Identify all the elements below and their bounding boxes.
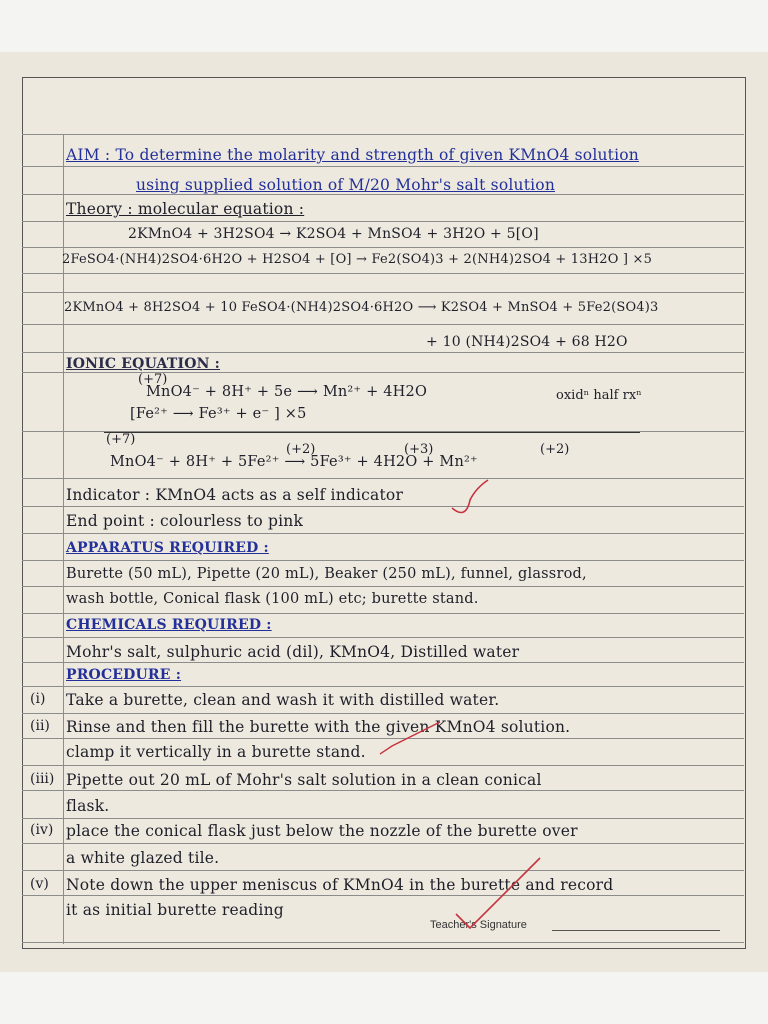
procedure-step-3-cont: flask.	[66, 797, 110, 815]
step-number-1: (i)	[30, 691, 46, 707]
procedure-heading: PROCEDURE :	[66, 667, 182, 683]
indicator-line: Indicator : KMnO4 acts as a self indicator	[66, 486, 404, 504]
procedure-step-3: Pipette out 20 mL of Mohr's salt solution in a clean conical	[66, 771, 542, 789]
equation-3: 2KMnO4 + 8H2SO4 + 10 FeSO4·(NH4)2SO4·6H2O ⟶ K2SO4 + MnSO4 + 5Fe2(SO4)3	[64, 300, 659, 315]
procedure-step-4-cont: a white glazed tile.	[66, 849, 220, 867]
theory-heading: Theory : molecular equation :	[66, 200, 305, 218]
step-number-5: (v)	[30, 876, 49, 892]
step-number-4: (iv)	[30, 822, 54, 838]
apparatus-line-1: Burette (50 mL), Pipette (20 mL), Beaker (250 mL), funnel, glassrod,	[66, 566, 587, 582]
ox-state-plus2-a: (+2)	[286, 442, 316, 457]
chemicals-heading: CHEMICALS REQUIRED :	[66, 617, 272, 633]
procedure-step-4: place the conical flask just below the nozzle of the burette over	[66, 822, 578, 840]
procedure-step-1: Take a burette, clean and wash it with distilled water.	[66, 691, 500, 709]
apparatus-heading: APPARATUS REQUIRED :	[66, 540, 269, 556]
procedure-step-2-cont: clamp it vertically in a burette stand.	[66, 743, 366, 761]
chemicals-line: Mohr's salt, sulphuric acid (dil), KMnO4, Distilled water	[66, 643, 520, 661]
end-point-line: End point : colourless to pink	[66, 512, 304, 530]
teacher-signature-label: Teacher's Signature	[430, 919, 527, 931]
procedure-step-5: Note down the upper meniscus of KMnO4 in the burette and record	[66, 876, 614, 894]
ionic-eq-2: [Fe²⁺ ⟶ Fe³⁺ + e⁻ ] ×5	[130, 406, 307, 422]
check-mark-final	[456, 858, 540, 928]
ox-state-plus7-b: (+7)	[106, 432, 136, 447]
aim-line-1: AIM : To determine the molarity and strength of given KMnO4 solution	[66, 146, 639, 164]
equation-2: 2FeSO4·(NH4)2SO4·6H2O + H2SO4 + [O] → Fe2(SO4)3 + 2(NH4)2SO4 + 13H2O ] ×5	[62, 252, 653, 267]
aim-line-2: using supplied solution of M/20 Mohr's salt solution	[136, 176, 556, 194]
apparatus-line-2: wash bottle, Conical flask (100 mL) etc; burette stand.	[66, 591, 479, 607]
ionic-eq-1: MnO4⁻ + 8H⁺ + 5e ⟶ Mn²⁺ + 4H2O	[146, 384, 428, 400]
check-mark-procedure	[380, 722, 440, 754]
ionic-eq-1-note: oxidⁿ half rxⁿ	[556, 388, 642, 403]
ionic-equation-heading: IONIC EQUATION :	[66, 356, 221, 372]
step-number-3: (iii)	[30, 771, 55, 787]
procedure-step-2: Rinse and then fill the burette with the given KMnO4 solution.	[66, 718, 571, 736]
ox-state-plus2-b: (+2)	[540, 442, 570, 457]
equation-1: 2KMnO4 + 3H2SO4 → K2SO4 + MnSO4 + 3H2O + 5[O]	[128, 226, 539, 242]
check-mark-indicator	[452, 480, 488, 513]
ox-state-plus3: (+3)	[404, 442, 434, 457]
ox-state-plus7-a: (+7)	[138, 372, 168, 387]
ionic-eq-net: MnO4⁻ + 8H⁺ + 5Fe²⁺ ⟶ 5Fe³⁺ + 4H2O + Mn²⁺	[110, 454, 478, 470]
equation-3-continued: + 10 (NH4)2SO4 + 68 H2O	[426, 334, 628, 350]
step-number-2: (ii)	[30, 718, 50, 734]
procedure-step-5-cont: it as initial burette reading	[66, 901, 284, 919]
